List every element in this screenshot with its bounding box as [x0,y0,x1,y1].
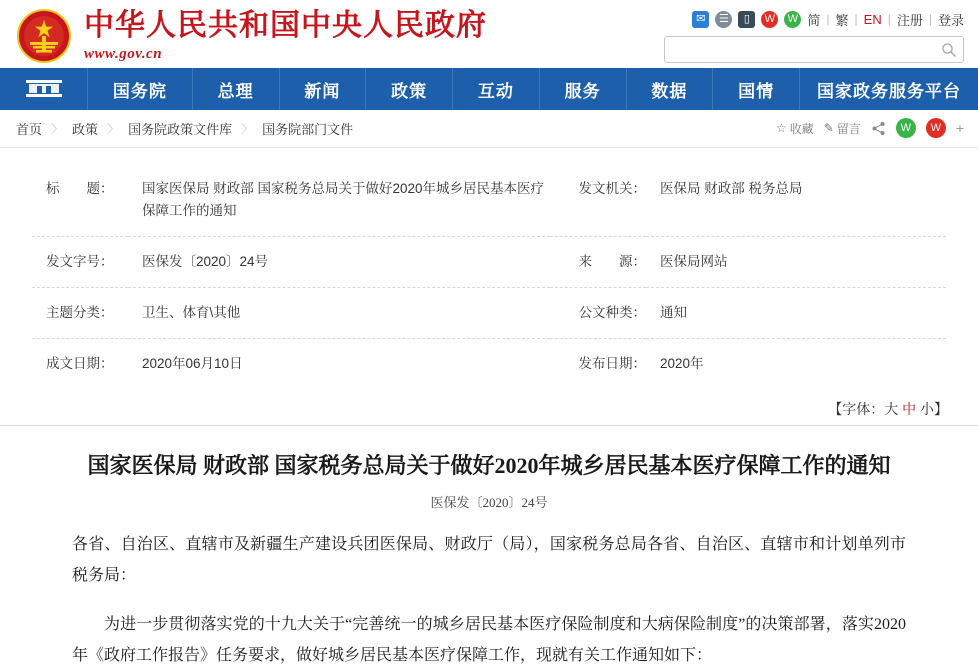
header-utilities [664,8,964,63]
meta-label-title: 标 题： [46,181,114,196]
plus-icon[interactable]: + [955,120,964,136]
search-icon[interactable] [941,42,957,58]
meta-table [32,164,946,389]
article-body [0,425,978,671]
table-row [32,339,946,390]
article-paragraph: 为进一步贯彻落实党的十九大关于“完善统一的城乡居民基本医疗保险制度和大病保险制度”的决策部署，落实2020年《政府工作报告》任务要求，做好城乡居民基本医疗保障工作，现就有关工作通知如下： [72,616,906,664]
message-button[interactable] [824,120,861,137]
wechat-icon[interactable]: W [784,11,801,28]
share-button[interactable] [871,121,886,136]
meta-label-category: 主题分类： [46,305,114,320]
login-link[interactable]: 登录 [937,12,964,28]
weibo-icon[interactable]: W [926,118,946,138]
meta-label-issuing-agency: 发文机关： [578,181,646,196]
message-icon[interactable]: ☰ [715,11,732,28]
font-size-large[interactable]: 大 [884,401,899,417]
breadcrumb-item-policy-library[interactable]: 国务院政策文件库 [128,122,233,137]
meta-label-source: 来 源： [578,254,646,269]
font-size-suffix: 】 [934,401,948,417]
gate-home-icon[interactable] [0,68,88,110]
article-doc-number: 医保发〔2020〕24号 [430,495,548,510]
site-title: 中华人民共和国中央人民政府 [84,9,487,42]
table-row [32,237,946,288]
meta-value-written-date: 2020年06月10日 [142,356,243,371]
weibo-icon[interactable]: W [761,11,778,28]
message-label: 留言 [836,121,861,136]
breadcrumb-separator: 〉 [51,122,64,136]
meta-label-written-date: 成文日期： [46,356,114,371]
breadcrumb-separator: 〉 [107,122,120,136]
site-url: www.gov.cn [84,46,163,62]
lang-link-traditional[interactable]: 繁 [835,12,849,28]
favorite-button[interactable] [776,120,814,137]
nav-item-fuwu[interactable]: 服务 [540,68,627,110]
meta-value-title: 国家医保局 财政部 国家税务总局关于做好2020年城乡居民基本医疗保障工作的通知 [142,181,545,218]
meta-value-source: 医保局网站 [660,254,728,269]
pencil-icon: ✎ [823,121,834,135]
breadcrumb-item-home[interactable]: 首页 [16,122,43,137]
meta-value-issuing-agency: 医保局 财政部 税务总局 [660,181,803,196]
nav-item-hudong[interactable]: 互动 [453,68,540,110]
divider: | [826,12,830,26]
divider: | [887,12,891,26]
font-size-medium[interactable]: 中 [902,401,917,417]
meta-label-doc-type: 公文种类： [578,305,646,320]
document-meta [0,148,978,389]
breadcrumb [0,110,978,148]
mail-icon[interactable]: ✉ [692,11,709,28]
table-row [32,288,946,339]
nav-item-government-service-platform[interactable]: 国家政务服务平台 [817,81,961,101]
breadcrumb-item-policy[interactable]: 政策 [72,122,99,137]
main-navigation[interactable] [0,68,978,110]
favorite-label: 收藏 [789,121,814,136]
meta-label-doc-number: 发文字号： [46,254,114,269]
mobile-icon[interactable]: ▯ [738,11,755,28]
wechat-icon[interactable]: W [896,118,916,138]
font-size-small[interactable]: 小 [920,401,934,417]
divider: | [854,12,858,26]
meta-value-publish-date: 2020年 [660,356,704,371]
site-identity [84,6,487,63]
divider: | [928,12,932,26]
nav-item-zhengce[interactable]: 政策 [366,68,453,110]
register-link[interactable]: 注册 [896,12,923,28]
font-size-prefix: 【字体： [828,401,885,417]
meta-value-doc-type: 通知 [660,305,687,320]
article-paragraph: 各省、自治区、直辖市及新疆生产建设兵团医保局、财政厅（局），国家税务总局各省、自治区、直辖市和计划单列市税务局： [72,536,906,584]
search-bar[interactable] [664,36,964,63]
nav-item-shuju[interactable]: 数据 [627,68,714,110]
nav-item-guoqing[interactable]: 国情 [713,68,800,110]
breadcrumb-item-department-documents[interactable]: 国务院部门文件 [262,122,354,137]
breadcrumb-tools [776,118,964,138]
star-icon: ☆ [775,121,787,135]
meta-value-category: 卫生、体育\其他 [142,305,241,320]
table-row [32,164,946,237]
breadcrumb-separator: 〉 [241,122,254,136]
font-size-control [0,389,978,425]
lang-link-english[interactable]: EN [863,11,882,27]
meta-label-publish-date: 发布日期： [578,356,646,371]
nav-item-xinwen[interactable]: 新闻 [280,68,367,110]
nav-item-zongli[interactable]: 总理 [193,68,280,110]
meta-value-doc-number: 医保发〔2020〕24号 [142,254,269,269]
share-icon [871,121,886,136]
search-input[interactable] [671,38,941,61]
national-emblem-icon [16,8,72,64]
lang-link-simplified[interactable]: 简 [807,12,821,28]
nav-item-guowuyuan[interactable]: 国务院 [88,68,193,110]
site-header [0,0,978,68]
page-title: 国家医保局 财政部 国家税务总局关于做好2020年城乡居民基本医疗保障工作的通知 [87,453,891,478]
